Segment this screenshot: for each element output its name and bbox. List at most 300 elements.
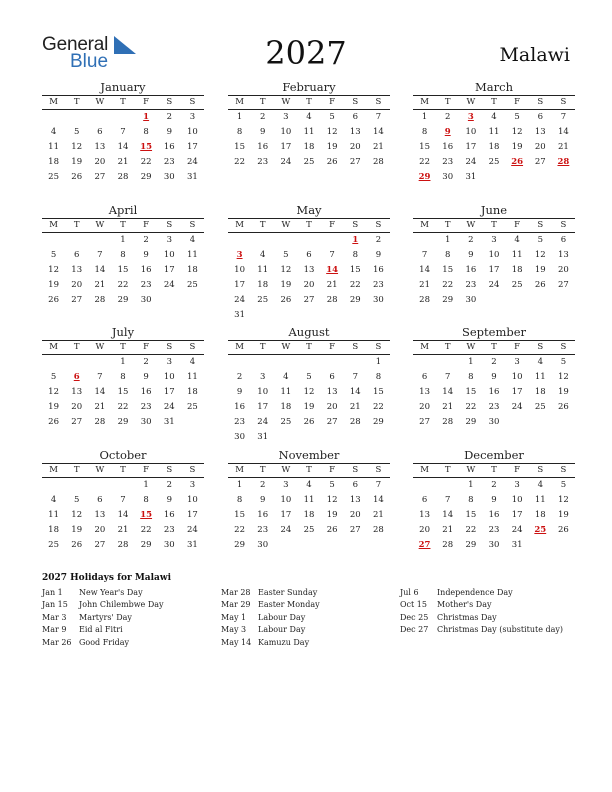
day-cell: 19 (303, 402, 315, 412)
holiday-day-cell: 14 (326, 265, 339, 275)
day-cell: 31 (465, 172, 477, 182)
day-cell: 6 (352, 480, 358, 490)
day-cell: 27 (303, 295, 315, 305)
day-cell: 24 (257, 417, 269, 427)
weekday-header (413, 95, 575, 110)
weekday-label: S (560, 342, 567, 352)
day-cell: 27 (349, 157, 361, 167)
holiday-name: Good Friday (79, 637, 130, 647)
day-cell: 18 (534, 510, 546, 520)
holidays-title: 2027 Holidays for Malawi (42, 573, 172, 583)
holiday-row (400, 624, 563, 636)
day-cell: 14 (558, 127, 569, 137)
day-cell: 21 (94, 280, 106, 290)
day-cell: 19 (71, 157, 83, 167)
day-cell: 2 (260, 112, 266, 122)
day-cell: 6 (97, 127, 103, 137)
day-cell: 28 (373, 157, 384, 167)
weekday-label: S (189, 97, 196, 107)
month-february (228, 80, 390, 170)
day-cell: 23 (373, 280, 384, 290)
day-cell: 3 (283, 112, 289, 122)
day-cell: 14 (373, 495, 384, 505)
day-cell: 17 (187, 142, 198, 152)
holiday-row (221, 637, 320, 649)
day-cell: 20 (326, 402, 338, 412)
day-cell: 2 (445, 112, 451, 122)
day-cell: 20 (558, 265, 569, 275)
day-cell: 11 (48, 142, 59, 152)
day-cell (529, 170, 552, 185)
day-cell (552, 293, 575, 308)
day-cell: 25 (511, 280, 523, 290)
weekday-header (228, 218, 390, 233)
day-cell: 15 (419, 142, 430, 152)
day-cell (274, 233, 297, 248)
weekday-label: S (537, 342, 544, 352)
week-row (42, 155, 204, 170)
day-cell (321, 233, 344, 248)
day-cell: 24 (234, 295, 245, 305)
day-cell (506, 415, 529, 430)
day-cell: 8 (143, 127, 149, 137)
day-cell (436, 355, 459, 370)
day-cell: 12 (71, 510, 83, 520)
day-cell: 18 (303, 510, 315, 520)
day-cell: 23 (140, 402, 152, 412)
holiday-day-cell: 29 (418, 172, 431, 182)
day-cell: 30 (488, 540, 500, 550)
week-row (228, 523, 390, 538)
day-cell: 29 (442, 295, 454, 305)
day-cell: 1 (143, 480, 149, 490)
day-cell: 9 (143, 372, 149, 382)
day-cell: 22 (442, 280, 454, 290)
day-cell (552, 415, 575, 430)
holiday-day-cell: 15 (140, 510, 153, 520)
day-cell: 20 (94, 525, 106, 535)
holiday-column (400, 587, 563, 637)
day-cell: 30 (257, 540, 269, 550)
day-cell: 10 (234, 265, 245, 275)
day-cell: 18 (534, 387, 546, 397)
day-cell: 12 (558, 495, 569, 505)
day-cell: 28 (94, 417, 106, 427)
page-title-year: 2027 (265, 34, 347, 72)
day-cell: 14 (94, 265, 106, 275)
day-cell: 18 (303, 142, 315, 152)
week-row (228, 125, 390, 140)
day-cell: 7 (120, 495, 126, 505)
day-cell: 18 (511, 265, 523, 275)
day-cell: 19 (48, 402, 59, 412)
weekday-header (228, 95, 390, 110)
holiday-name: New Year's Day (79, 588, 143, 597)
day-cell: 26 (71, 172, 83, 182)
weekday-label: F (143, 220, 150, 230)
day-cell (111, 478, 134, 493)
month-august (228, 325, 390, 445)
day-cell: 4 (189, 357, 196, 367)
day-cell: 23 (257, 525, 269, 535)
day-cell (228, 233, 251, 248)
day-cell: 31 (163, 417, 175, 427)
week-row (228, 415, 390, 430)
day-cell (297, 355, 320, 370)
day-cell: 9 (166, 495, 172, 505)
day-cell: 26 (71, 540, 83, 550)
weekday-header (42, 463, 204, 478)
day-cell: 15 (234, 142, 245, 152)
day-cell: 13 (71, 387, 83, 397)
holiday-day-cell: 3 (236, 250, 243, 260)
day-cell: 18 (187, 265, 198, 275)
day-cell: 17 (163, 387, 175, 397)
weekday-label: S (560, 97, 567, 107)
week-row (228, 430, 390, 445)
day-cell: 2 (260, 480, 266, 490)
day-cell: 28 (373, 525, 384, 535)
day-cell (344, 308, 367, 323)
month-title: July (111, 325, 135, 339)
day-cell: 30 (373, 295, 384, 305)
day-cell: 30 (442, 172, 454, 182)
day-cell (413, 478, 436, 493)
day-cell: 6 (74, 250, 80, 260)
day-cell: 7 (445, 372, 451, 382)
holiday-name: Mother's Day (437, 600, 492, 610)
day-cell: 10 (280, 127, 292, 137)
day-cell: 23 (442, 157, 454, 167)
week-row (42, 400, 204, 415)
month-title: September (461, 325, 527, 339)
holiday-name: Labour Day (258, 625, 306, 635)
month-october (42, 448, 204, 553)
day-cell: 11 (257, 265, 269, 275)
holiday-column (221, 587, 320, 649)
weekday-label: W (466, 465, 476, 475)
day-cell: 7 (421, 250, 428, 260)
weekday-label: F (514, 342, 521, 352)
day-cell: 26 (326, 157, 338, 167)
month-april (42, 203, 204, 308)
day-cell: 10 (511, 372, 523, 382)
weekday-label: T (306, 342, 312, 352)
day-cell: 26 (303, 417, 315, 427)
week-row (228, 233, 390, 248)
holiday-name: John Chilembwe Day (79, 600, 164, 610)
day-cell: 20 (303, 280, 315, 290)
logo-text-blue: Blue (70, 51, 109, 72)
day-cell: 6 (329, 372, 335, 382)
holiday-date: May 14 (221, 637, 252, 647)
weekday-header (413, 340, 575, 355)
day-cell: 12 (326, 495, 338, 505)
week-row (42, 233, 204, 248)
day-cell: 21 (117, 157, 129, 167)
week-row (42, 385, 204, 400)
weekday-label: W (466, 220, 476, 230)
day-cell: 22 (234, 525, 245, 535)
day-cell: 7 (375, 480, 382, 490)
day-cell: 4 (514, 235, 520, 245)
day-cell: 3 (514, 480, 520, 490)
day-cell (274, 355, 297, 370)
day-cell: 5 (50, 372, 57, 382)
day-cell (506, 293, 529, 308)
day-cell: 14 (117, 510, 129, 520)
holiday-name: Martyrs' Day (79, 612, 132, 622)
week-row (228, 508, 390, 523)
day-cell: 5 (329, 112, 335, 122)
week-row (42, 278, 204, 293)
day-cell: 6 (421, 372, 428, 382)
day-cell: 6 (306, 250, 312, 260)
day-cell: 14 (117, 142, 129, 152)
weekday-label: F (514, 220, 521, 230)
day-cell: 19 (558, 510, 569, 520)
day-cell: 19 (558, 387, 569, 397)
weekday-label: S (166, 220, 173, 230)
day-cell (65, 233, 88, 248)
day-cell: 5 (283, 250, 289, 260)
day-cell: 30 (488, 417, 500, 427)
day-cell: 26 (280, 295, 292, 305)
day-cell: 8 (352, 250, 358, 260)
day-cell: 13 (558, 250, 569, 260)
weekday-label: M (235, 342, 244, 352)
day-cell: 13 (303, 265, 315, 275)
weekday-label: S (189, 342, 196, 352)
day-cell: 24 (280, 525, 292, 535)
day-cell: 23 (257, 157, 269, 167)
day-cell: 9 (491, 495, 497, 505)
day-cell: 17 (187, 510, 198, 520)
weekday-label: W (95, 220, 105, 230)
day-cell (321, 430, 344, 445)
day-cell: 16 (442, 142, 454, 152)
day-cell: 9 (260, 127, 266, 137)
day-cell (274, 538, 297, 553)
week-row (228, 478, 390, 493)
weekday-label: M (420, 220, 429, 230)
week-row (42, 263, 204, 278)
day-cell: 10 (163, 372, 175, 382)
day-cell: 23 (488, 402, 500, 412)
holiday-row (42, 637, 164, 649)
weekday-label: T (73, 97, 80, 107)
day-cell: 29 (465, 417, 477, 427)
day-cell: 7 (375, 112, 382, 122)
holiday-name: Labour Day (258, 612, 306, 622)
day-cell: 16 (488, 510, 500, 520)
weekday-label: W (466, 342, 476, 352)
day-cell: 11 (534, 495, 546, 505)
day-cell: 25 (187, 402, 198, 412)
day-cell: 28 (442, 417, 454, 427)
week-row (413, 233, 575, 248)
day-cell: 11 (303, 127, 315, 137)
day-cell: 27 (71, 295, 83, 305)
day-cell: 21 (442, 525, 454, 535)
day-cell: 12 (71, 142, 83, 152)
day-cell: 28 (94, 295, 106, 305)
holiday-date: Mar 28 (221, 588, 251, 597)
holiday-column (42, 587, 164, 649)
day-cell: 8 (375, 372, 382, 382)
month-title: January (100, 80, 146, 94)
day-cell (274, 430, 297, 445)
day-cell: 26 (558, 402, 569, 412)
day-cell: 24 (280, 157, 292, 167)
weekday-label: S (537, 97, 544, 107)
day-cell: 22 (465, 402, 477, 412)
day-cell: 23 (163, 157, 175, 167)
weekday-label: M (420, 465, 429, 475)
holiday-date: Jan 15 (42, 600, 68, 610)
month-title: June (480, 203, 508, 217)
holiday-name: Easter Monday (258, 600, 320, 610)
day-cell: 12 (280, 265, 292, 275)
day-cell: 17 (511, 387, 523, 397)
day-cell: 22 (234, 157, 245, 167)
weekday-label: W (95, 97, 105, 107)
day-cell: 25 (280, 417, 292, 427)
weekday-label: T (73, 220, 80, 230)
day-cell: 6 (352, 112, 358, 122)
holiday-date: Jul 6 (400, 588, 419, 597)
day-cell: 27 (94, 172, 106, 182)
day-cell: 6 (421, 495, 428, 505)
day-cell (297, 430, 320, 445)
weekday-label: T (259, 97, 266, 107)
week-row (42, 248, 204, 263)
day-cell: 31 (234, 310, 245, 320)
day-cell: 19 (326, 510, 338, 520)
week-row (413, 385, 575, 400)
month-title: October (99, 448, 147, 462)
day-cell: 19 (326, 142, 338, 152)
day-cell: 1 (375, 357, 382, 367)
day-cell: 22 (117, 280, 129, 290)
day-cell: 5 (329, 480, 335, 490)
day-cell (42, 233, 65, 248)
day-cell: 17 (280, 142, 292, 152)
day-cell: 19 (280, 280, 292, 290)
day-cell: 5 (306, 372, 312, 382)
day-cell: 1 (120, 235, 126, 245)
weekday-label: F (143, 97, 150, 107)
day-cell: 21 (442, 402, 454, 412)
day-cell: 11 (511, 250, 523, 260)
day-cell: 8 (445, 250, 451, 260)
week-row (42, 355, 204, 370)
week-row (228, 293, 390, 308)
day-cell (65, 478, 88, 493)
day-cell: 4 (537, 480, 543, 490)
day-cell: 27 (349, 525, 361, 535)
day-cell: 16 (234, 402, 245, 412)
month-title: April (108, 203, 138, 217)
day-cell: 17 (488, 265, 500, 275)
day-cell: 3 (260, 372, 266, 382)
day-cell: 2 (491, 357, 497, 367)
day-cell: 26 (326, 525, 338, 535)
day-cell: 16 (257, 510, 269, 520)
weekday-label: T (444, 342, 451, 352)
day-cell: 4 (260, 250, 266, 260)
week-row (42, 508, 204, 523)
day-cell: 18 (48, 157, 59, 167)
month-title: December (464, 448, 524, 462)
week-row (42, 478, 204, 493)
week-row (228, 355, 390, 370)
weekday-label: T (120, 220, 126, 230)
weekday-label: T (444, 97, 451, 107)
week-row (42, 125, 204, 140)
week-row (413, 278, 575, 293)
weekday-label: M (420, 97, 429, 107)
day-cell: 21 (326, 280, 338, 290)
day-cell: 12 (558, 372, 569, 382)
day-cell (251, 233, 274, 248)
day-cell: 25 (48, 172, 59, 182)
week-row (228, 538, 390, 553)
day-cell: 22 (373, 402, 384, 412)
day-cell: 17 (234, 280, 245, 290)
holiday-day-cell: 6 (73, 372, 80, 382)
week-row (413, 263, 575, 278)
day-cell: 9 (143, 250, 149, 260)
day-cell (42, 355, 65, 370)
weekday-label: T (120, 97, 126, 107)
week-row (228, 248, 390, 263)
day-cell: 15 (373, 387, 384, 397)
day-cell (321, 355, 344, 370)
weekday-label: S (166, 342, 173, 352)
weekday-label: F (329, 465, 336, 475)
weekday-label: M (49, 465, 58, 475)
month-november (228, 448, 390, 553)
weekday-label: S (352, 220, 359, 230)
weekday-label: M (49, 342, 58, 352)
day-cell: 1 (120, 357, 126, 367)
holiday-day-cell: 9 (444, 127, 451, 137)
day-cell: 13 (419, 387, 430, 397)
weekday-label: F (329, 97, 336, 107)
day-cell: 14 (349, 387, 361, 397)
day-cell: 16 (163, 510, 175, 520)
week-row (413, 370, 575, 385)
day-cell: 3 (491, 235, 497, 245)
day-cell: 18 (280, 402, 292, 412)
day-cell: 21 (117, 525, 129, 535)
weekday-header (42, 95, 204, 110)
day-cell: 30 (140, 417, 152, 427)
day-cell: 2 (236, 372, 243, 382)
week-row (228, 140, 390, 155)
day-cell: 22 (419, 157, 430, 167)
day-cell: 28 (117, 172, 129, 182)
week-row (228, 493, 390, 508)
week-row (228, 400, 390, 415)
day-cell: 6 (537, 112, 543, 122)
weekday-label: F (143, 342, 150, 352)
holiday-name: Kamuzu Day (258, 637, 310, 647)
day-cell: 31 (187, 172, 198, 182)
day-cell: 11 (488, 127, 500, 137)
week-row (228, 278, 390, 293)
